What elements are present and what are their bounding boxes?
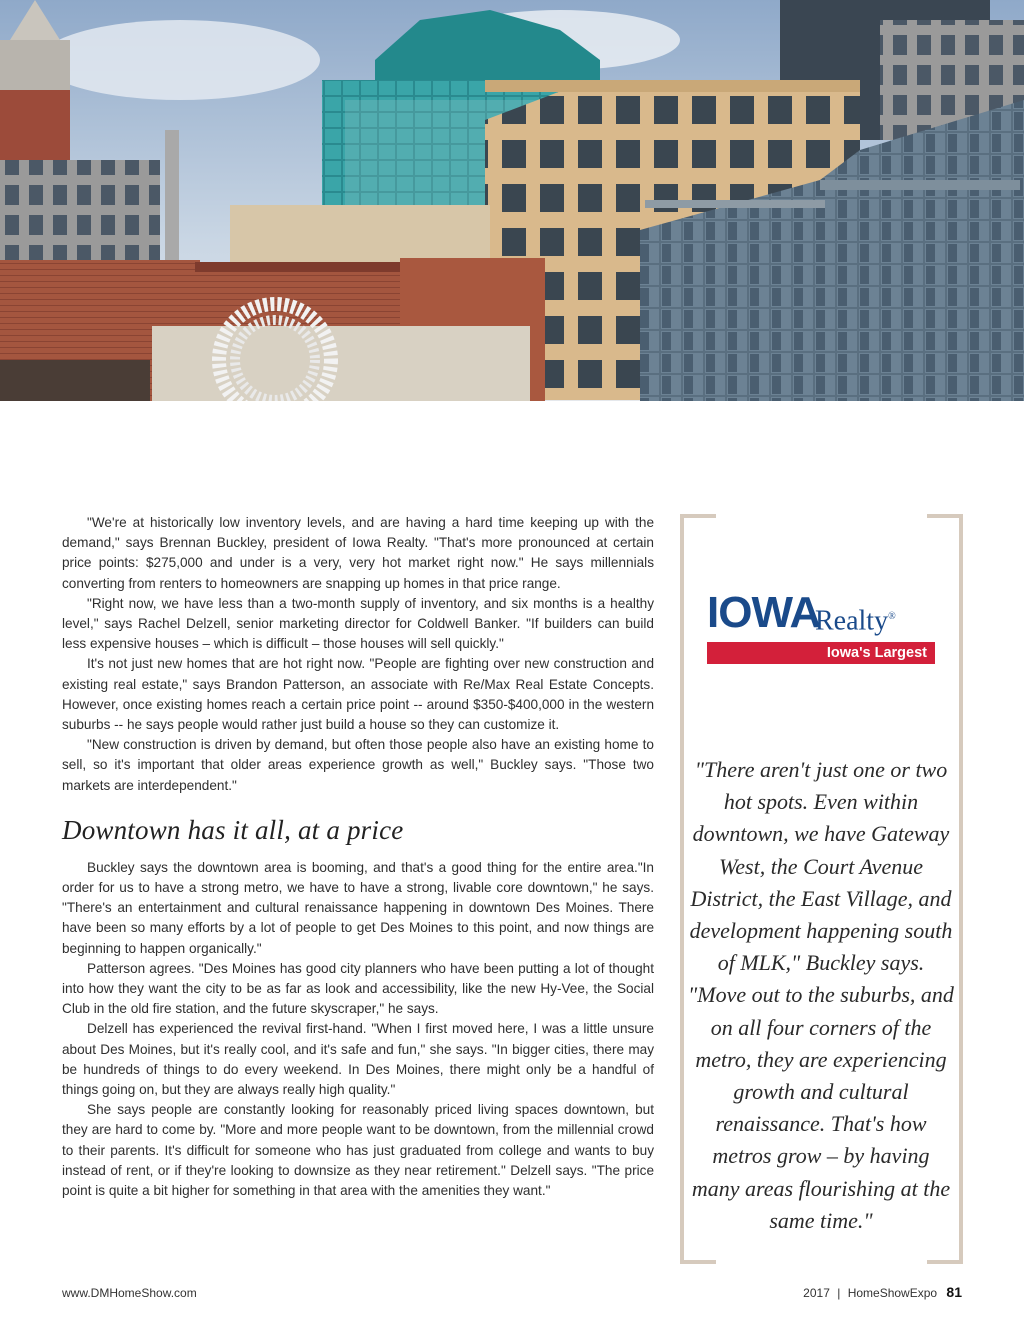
footer-separator: | [837,1286,841,1300]
article-paragraph: "New construction is driven by demand, but often those people also have an existing home to sell, so it's important that older areas experience growth as well," Buckley says. "Those two markets are interdependent." [62,737,654,793]
logo-word-realty [815,600,896,638]
footer-issue: 2017 [803,1286,830,1300]
logo-realty-text: Realty [815,605,889,637]
article-body [62,513,654,1201]
skyline-illustration [0,0,1024,401]
iowa-realty-logo [707,588,937,668]
article-paragraph: It's not just new homes that are hot right now. "People are fighting over new construction and existing real estate," says Brandon Patterson, an associate with Re/Max Real Estate Concepts. However, once existing homes reach a certain price point -- around $350-$400,000 in the western suburbs -- he says people would rather just build a house so they can customize it. [62,656,654,733]
article-paragraph: Patterson agrees. "Des Moines has good city planners who have been putting a lot of thought into how they want the city to be as far as look and accessibility, like the new Hy-Vee, the Social Club in the old fire station, and the future skyscraper," he says. [62,960,654,1017]
article-paragraph: Delzell has experienced the revival first-hand. "When I first moved here, I was a little unsure about Des Moines, but it's really cool, and it's safe and fun," she says. "In bigger cities, there may be hundreds of things to do every weekend. In Des Moines, there might only be a handful of things going on, but they are always really high quality." [62,1021,654,1098]
footer-publication: HomeShowExpo [847,1286,938,1300]
article-paragraph: Buckley says the downtown area is booming, and that's a good thing for the entire area."In order for us to have a strong metro, we have to have a strong, livable core downtown," he says. "There's an entertainment and cultural renaissance happening in downtown Des Moines. There have been so many efforts by a lot of people to get Des Moines to this point, and now things are beginning to happen organically." [62,859,654,956]
footer-folio [803,1284,962,1300]
logo-tagline: Iowa's Largest [707,642,935,664]
section-heading: Downtown has it all, at a price [62,814,404,845]
article-paragraph: "Right now, we have less than a two-month supply of inventory, and six months is a healthy level," says Rachel Delzell, senior marketing director for Coldwell Banker. "If builders can build less expensive houses – which is difficult – those houses will sell quickly." [62,595,654,652]
footer-website: www.DMHomeShow.com [62,1286,197,1300]
registered-mark: ® [888,611,896,622]
pull-quote-text: "There aren't just one or two hot spots. Even within downtown, we have Gateway West, the Court Avenue District, the East Village, and development happening south of MLK," Buckley says. "Move out to the suburbs, and on all four corners of the metro, they are experiencing growth and cultural renaissance. That's how metros grow – by having many areas flourishing at the same time." [688,757,954,1233]
hero-photo [0,0,1024,401]
logo-word-iowa: IOWA [707,588,821,637]
article-paragraph: She says people are constantly looking for reasonably priced living spaces downtown, but they are hard to come by. "More and more people want to be downtown, from the millennial crowd to their parents. It's difficult for someone who has just graduated from college and wants to buy instead of rent, or if they're looking to downsize as they near retirement." Delzell says. "The price point is quite a bit higher for something in that area with the amenities they want." [62,1102,654,1199]
article-paragraph: "We're at historically low inventory levels, and are having a hard time keeping up with the demand," says Brennan Buckley, president of Iowa Realty. "That's more pronounced at certain price points: $275,000 and under is a very, very hot market right now." He says millennials converting from renters to homeowners are snapping up homes in that price range. [62,515,654,591]
page-number: 81 [946,1284,962,1300]
pull-quote-sidebar [680,514,963,1264]
